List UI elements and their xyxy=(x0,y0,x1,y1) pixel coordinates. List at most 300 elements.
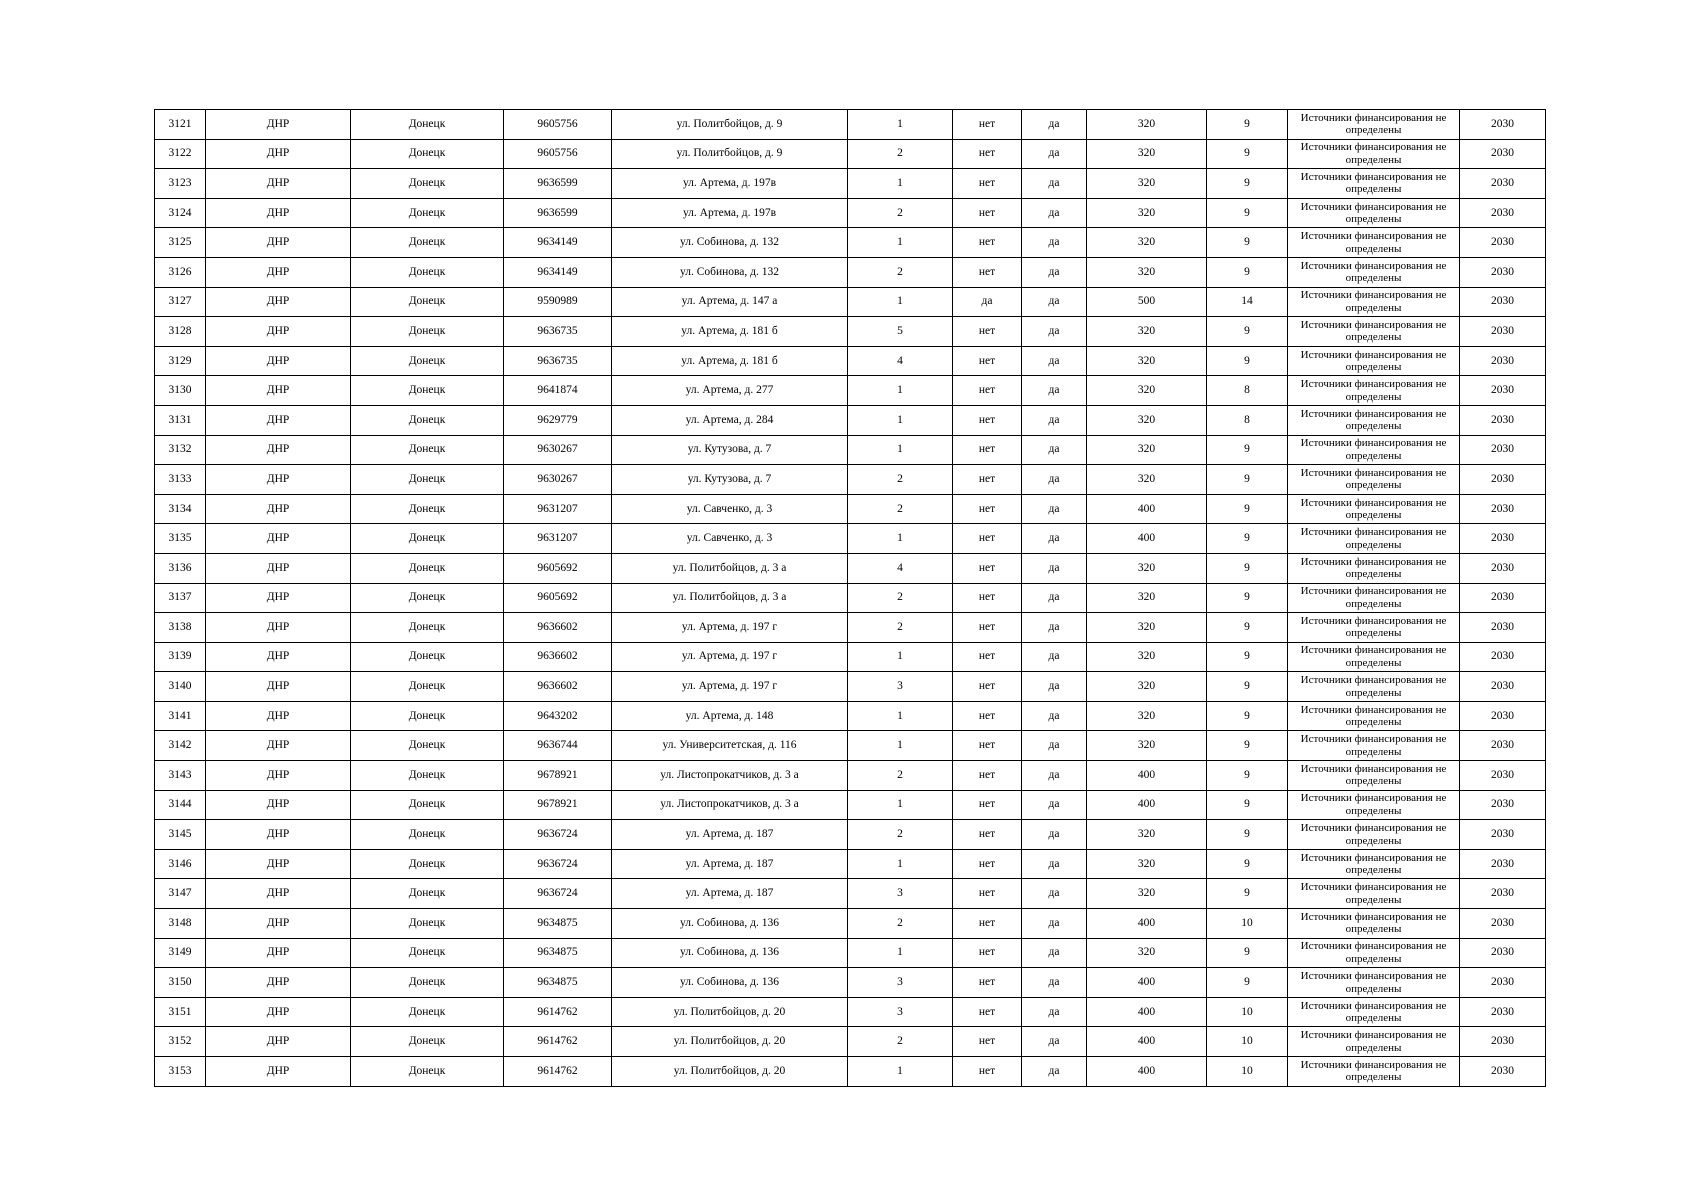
building-id-cell: 9678921 xyxy=(504,761,612,791)
flag-a-cell: нет xyxy=(953,110,1022,140)
value-cell: 400 xyxy=(1087,790,1207,820)
table-row xyxy=(155,938,1546,968)
table-row xyxy=(155,317,1546,347)
city-cell: Донецк xyxy=(351,997,504,1027)
row-number-cell: 3138 xyxy=(155,613,206,643)
floors-cell: 9 xyxy=(1207,494,1288,524)
table-row xyxy=(155,405,1546,435)
flag-a-cell: нет xyxy=(953,613,1022,643)
year-cell: 2030 xyxy=(1460,494,1546,524)
floors-cell: 9 xyxy=(1207,465,1288,495)
table-row xyxy=(155,524,1546,554)
building-id-cell: 9636599 xyxy=(504,198,612,228)
address-cell: ул. Собинова, д. 132 xyxy=(612,257,848,287)
flag-a-cell: нет xyxy=(953,494,1022,524)
value-cell: 320 xyxy=(1087,879,1207,909)
funding-cell: Источники финансирования не определены xyxy=(1288,731,1460,761)
value-cell: 320 xyxy=(1087,257,1207,287)
address-cell: ул. Артема, д. 197в xyxy=(612,169,848,199)
table-row xyxy=(155,257,1546,287)
funding-cell: Источники финансирования не определены xyxy=(1288,790,1460,820)
flag-a-cell: нет xyxy=(953,672,1022,702)
value-cell: 400 xyxy=(1087,997,1207,1027)
region-cell: ДНР xyxy=(206,613,351,643)
building-id-cell: 9634875 xyxy=(504,909,612,939)
region-cell: ДНР xyxy=(206,465,351,495)
flag-a-cell: нет xyxy=(953,317,1022,347)
table-row xyxy=(155,849,1546,879)
entrance-cell: 2 xyxy=(848,139,953,169)
value-cell: 320 xyxy=(1087,465,1207,495)
table-row xyxy=(155,435,1546,465)
flag-b-cell: да xyxy=(1022,909,1087,939)
floors-cell: 14 xyxy=(1207,287,1288,317)
city-cell: Донецк xyxy=(351,198,504,228)
year-cell: 2030 xyxy=(1460,169,1546,199)
region-cell: ДНР xyxy=(206,494,351,524)
row-number-cell: 3143 xyxy=(155,761,206,791)
row-number-cell: 3152 xyxy=(155,1027,206,1057)
address-cell: ул. Артема, д. 181 б xyxy=(612,317,848,347)
entrance-cell: 1 xyxy=(848,405,953,435)
address-cell: ул. Собинова, д. 136 xyxy=(612,938,848,968)
flag-b-cell: да xyxy=(1022,376,1087,406)
funding-cell: Источники финансирования не определены xyxy=(1288,1027,1460,1057)
value-cell: 320 xyxy=(1087,169,1207,199)
entrance-cell: 1 xyxy=(848,228,953,258)
row-number-cell: 3126 xyxy=(155,257,206,287)
address-cell: ул. Савченко, д. 3 xyxy=(612,494,848,524)
table-body xyxy=(155,110,1546,1087)
city-cell: Донецк xyxy=(351,613,504,643)
city-cell: Донецк xyxy=(351,139,504,169)
building-id-cell: 9605756 xyxy=(504,139,612,169)
flag-b-cell: да xyxy=(1022,257,1087,287)
row-number-cell: 3153 xyxy=(155,1057,206,1087)
value-cell: 320 xyxy=(1087,642,1207,672)
table-row xyxy=(155,1027,1546,1057)
year-cell: 2030 xyxy=(1460,642,1546,672)
floors-cell: 9 xyxy=(1207,642,1288,672)
city-cell: Донецк xyxy=(351,672,504,702)
funding-cell: Источники финансирования не определены xyxy=(1288,553,1460,583)
table-row xyxy=(155,672,1546,702)
value-cell: 320 xyxy=(1087,672,1207,702)
floors-cell: 9 xyxy=(1207,790,1288,820)
building-id-cell: 9614762 xyxy=(504,1057,612,1087)
flag-a-cell: нет xyxy=(953,642,1022,672)
city-cell: Донецк xyxy=(351,169,504,199)
table-row xyxy=(155,465,1546,495)
region-cell: ДНР xyxy=(206,938,351,968)
building-id-cell: 9678921 xyxy=(504,790,612,820)
region-cell: ДНР xyxy=(206,317,351,347)
building-id-cell: 9631207 xyxy=(504,524,612,554)
building-id-cell: 9636602 xyxy=(504,642,612,672)
region-cell: ДНР xyxy=(206,909,351,939)
entrance-cell: 1 xyxy=(848,169,953,199)
value-cell: 400 xyxy=(1087,968,1207,998)
row-number-cell: 3133 xyxy=(155,465,206,495)
city-cell: Донецк xyxy=(351,761,504,791)
floors-cell: 9 xyxy=(1207,879,1288,909)
flag-b-cell: да xyxy=(1022,820,1087,850)
flag-a-cell: да xyxy=(953,287,1022,317)
address-cell: ул. Артема, д. 197 г xyxy=(612,642,848,672)
table-row xyxy=(155,139,1546,169)
table-row xyxy=(155,376,1546,406)
row-number-cell: 3134 xyxy=(155,494,206,524)
row-number-cell: 3139 xyxy=(155,642,206,672)
year-cell: 2030 xyxy=(1460,405,1546,435)
address-cell: ул. Политбойцов, д. 3 а xyxy=(612,583,848,613)
address-cell: ул. Политбойцов, д. 20 xyxy=(612,1057,848,1087)
region-cell: ДНР xyxy=(206,642,351,672)
city-cell: Донецк xyxy=(351,376,504,406)
flag-a-cell: нет xyxy=(953,701,1022,731)
floors-cell: 10 xyxy=(1207,997,1288,1027)
funding-cell: Источники финансирования не определены xyxy=(1288,287,1460,317)
flag-b-cell: да xyxy=(1022,849,1087,879)
flag-a-cell: нет xyxy=(953,169,1022,199)
entrance-cell: 2 xyxy=(848,198,953,228)
region-cell: ДНР xyxy=(206,228,351,258)
value-cell: 320 xyxy=(1087,228,1207,258)
year-cell: 2030 xyxy=(1460,613,1546,643)
flag-a-cell: нет xyxy=(953,849,1022,879)
city-cell: Донецк xyxy=(351,790,504,820)
flag-a-cell: нет xyxy=(953,1057,1022,1087)
entrance-cell: 2 xyxy=(848,761,953,791)
row-number-cell: 3125 xyxy=(155,228,206,258)
year-cell: 2030 xyxy=(1460,524,1546,554)
row-number-cell: 3122 xyxy=(155,139,206,169)
address-cell: ул. Собинова, д. 136 xyxy=(612,909,848,939)
flag-b-cell: да xyxy=(1022,613,1087,643)
table-row xyxy=(155,198,1546,228)
row-number-cell: 3150 xyxy=(155,968,206,998)
row-number-cell: 3141 xyxy=(155,701,206,731)
funding-cell: Источники финансирования не определены xyxy=(1288,613,1460,643)
building-id-cell: 9634875 xyxy=(504,968,612,998)
address-cell: ул. Политбойцов, д. 20 xyxy=(612,1027,848,1057)
row-number-cell: 3121 xyxy=(155,110,206,140)
entrance-cell: 3 xyxy=(848,968,953,998)
region-cell: ДНР xyxy=(206,257,351,287)
flag-a-cell: нет xyxy=(953,405,1022,435)
value-cell: 320 xyxy=(1087,346,1207,376)
floors-cell: 9 xyxy=(1207,553,1288,583)
floors-cell: 9 xyxy=(1207,228,1288,258)
flag-b-cell: да xyxy=(1022,110,1087,140)
address-cell: ул. Артема, д. 148 xyxy=(612,701,848,731)
flag-b-cell: да xyxy=(1022,642,1087,672)
year-cell: 2030 xyxy=(1460,761,1546,791)
city-cell: Донецк xyxy=(351,465,504,495)
entrance-cell: 1 xyxy=(848,731,953,761)
funding-cell: Источники финансирования не определены xyxy=(1288,879,1460,909)
entrance-cell: 1 xyxy=(848,376,953,406)
address-cell: ул. Политбойцов, д. 3 а xyxy=(612,553,848,583)
city-cell: Донецк xyxy=(351,524,504,554)
entrance-cell: 3 xyxy=(848,672,953,702)
year-cell: 2030 xyxy=(1460,1027,1546,1057)
floors-cell: 9 xyxy=(1207,317,1288,347)
region-cell: ДНР xyxy=(206,524,351,554)
flag-b-cell: да xyxy=(1022,997,1087,1027)
flag-b-cell: да xyxy=(1022,405,1087,435)
row-number-cell: 3128 xyxy=(155,317,206,347)
city-cell: Донецк xyxy=(351,494,504,524)
value-cell: 400 xyxy=(1087,494,1207,524)
funding-cell: Источники финансирования не определены xyxy=(1288,761,1460,791)
flag-b-cell: да xyxy=(1022,672,1087,702)
flag-b-cell: да xyxy=(1022,139,1087,169)
building-id-cell: 9605692 xyxy=(504,583,612,613)
building-id-cell: 9636735 xyxy=(504,346,612,376)
flag-a-cell: нет xyxy=(953,938,1022,968)
value-cell: 320 xyxy=(1087,139,1207,169)
funding-cell: Источники финансирования не определены xyxy=(1288,642,1460,672)
row-number-cell: 3147 xyxy=(155,879,206,909)
year-cell: 2030 xyxy=(1460,909,1546,939)
flag-a-cell: нет xyxy=(953,968,1022,998)
city-cell: Донецк xyxy=(351,909,504,939)
floors-cell: 9 xyxy=(1207,968,1288,998)
table-row xyxy=(155,287,1546,317)
building-id-cell: 9605756 xyxy=(504,110,612,140)
region-cell: ДНР xyxy=(206,1027,351,1057)
funding-cell: Источники финансирования не определены xyxy=(1288,583,1460,613)
entrance-cell: 4 xyxy=(848,553,953,583)
value-cell: 500 xyxy=(1087,287,1207,317)
funding-cell: Источники финансирования не определены xyxy=(1288,524,1460,554)
entrance-cell: 2 xyxy=(848,465,953,495)
year-cell: 2030 xyxy=(1460,879,1546,909)
entrance-cell: 2 xyxy=(848,613,953,643)
funding-cell: Источники финансирования не определены xyxy=(1288,405,1460,435)
flag-a-cell: нет xyxy=(953,553,1022,583)
flag-a-cell: нет xyxy=(953,139,1022,169)
year-cell: 2030 xyxy=(1460,139,1546,169)
entrance-cell: 2 xyxy=(848,494,953,524)
flag-b-cell: да xyxy=(1022,553,1087,583)
address-cell: ул. Политбойцов, д. 9 xyxy=(612,110,848,140)
value-cell: 320 xyxy=(1087,701,1207,731)
entrance-cell: 2 xyxy=(848,257,953,287)
building-id-cell: 9636724 xyxy=(504,879,612,909)
year-cell: 2030 xyxy=(1460,198,1546,228)
row-number-cell: 3129 xyxy=(155,346,206,376)
entrance-cell: 2 xyxy=(848,1027,953,1057)
city-cell: Донецк xyxy=(351,701,504,731)
flag-a-cell: нет xyxy=(953,879,1022,909)
flag-b-cell: да xyxy=(1022,1027,1087,1057)
region-cell: ДНР xyxy=(206,346,351,376)
funding-cell: Источники финансирования не определены xyxy=(1288,494,1460,524)
flag-a-cell: нет xyxy=(953,257,1022,287)
year-cell: 2030 xyxy=(1460,938,1546,968)
flag-a-cell: нет xyxy=(953,731,1022,761)
entrance-cell: 1 xyxy=(848,287,953,317)
flag-a-cell: нет xyxy=(953,465,1022,495)
table-row xyxy=(155,909,1546,939)
building-id-cell: 9636744 xyxy=(504,731,612,761)
region-cell: ДНР xyxy=(206,139,351,169)
year-cell: 2030 xyxy=(1460,672,1546,702)
city-cell: Донецк xyxy=(351,879,504,909)
value-cell: 400 xyxy=(1087,524,1207,554)
funding-cell: Источники финансирования не определены xyxy=(1288,139,1460,169)
flag-a-cell: нет xyxy=(953,198,1022,228)
address-cell: ул. Политбойцов, д. 20 xyxy=(612,997,848,1027)
region-cell: ДНР xyxy=(206,198,351,228)
region-cell: ДНР xyxy=(206,820,351,850)
city-cell: Донецк xyxy=(351,435,504,465)
city-cell: Донецк xyxy=(351,968,504,998)
value-cell: 320 xyxy=(1087,731,1207,761)
table-row xyxy=(155,169,1546,199)
city-cell: Донецк xyxy=(351,820,504,850)
table-row xyxy=(155,494,1546,524)
flag-b-cell: да xyxy=(1022,938,1087,968)
flag-a-cell: нет xyxy=(953,790,1022,820)
table-row xyxy=(155,761,1546,791)
entrance-cell: 1 xyxy=(848,849,953,879)
flag-a-cell: нет xyxy=(953,761,1022,791)
table-row xyxy=(155,968,1546,998)
region-cell: ДНР xyxy=(206,761,351,791)
flag-b-cell: да xyxy=(1022,228,1087,258)
year-cell: 2030 xyxy=(1460,790,1546,820)
funding-cell: Источники финансирования не определены xyxy=(1288,317,1460,347)
row-number-cell: 3123 xyxy=(155,169,206,199)
funding-cell: Источники финансирования не определены xyxy=(1288,435,1460,465)
funding-cell: Источники финансирования не определены xyxy=(1288,849,1460,879)
year-cell: 2030 xyxy=(1460,435,1546,465)
address-cell: ул. Артема, д. 197в xyxy=(612,198,848,228)
year-cell: 2030 xyxy=(1460,820,1546,850)
flag-b-cell: да xyxy=(1022,346,1087,376)
flag-b-cell: да xyxy=(1022,731,1087,761)
building-id-cell: 9636724 xyxy=(504,820,612,850)
funding-cell: Источники финансирования не определены xyxy=(1288,257,1460,287)
row-number-cell: 3144 xyxy=(155,790,206,820)
address-cell: ул. Кутузова, д. 7 xyxy=(612,435,848,465)
floors-cell: 10 xyxy=(1207,1027,1288,1057)
floors-cell: 9 xyxy=(1207,613,1288,643)
address-cell: ул. Савченко, д. 3 xyxy=(612,524,848,554)
city-cell: Донецк xyxy=(351,553,504,583)
year-cell: 2030 xyxy=(1460,376,1546,406)
flag-a-cell: нет xyxy=(953,997,1022,1027)
flag-b-cell: да xyxy=(1022,198,1087,228)
year-cell: 2030 xyxy=(1460,583,1546,613)
table-row xyxy=(155,613,1546,643)
year-cell: 2030 xyxy=(1460,701,1546,731)
entrance-cell: 1 xyxy=(848,110,953,140)
value-cell: 320 xyxy=(1087,317,1207,347)
building-id-cell: 9634149 xyxy=(504,257,612,287)
floors-cell: 9 xyxy=(1207,110,1288,140)
flag-b-cell: да xyxy=(1022,1057,1087,1087)
flag-b-cell: да xyxy=(1022,435,1087,465)
row-number-cell: 3146 xyxy=(155,849,206,879)
address-cell: ул. Артема, д. 147 а xyxy=(612,287,848,317)
table-row xyxy=(155,553,1546,583)
floors-cell: 9 xyxy=(1207,820,1288,850)
entrance-cell: 2 xyxy=(848,909,953,939)
flag-b-cell: да xyxy=(1022,169,1087,199)
year-cell: 2030 xyxy=(1460,731,1546,761)
building-id-cell: 9605692 xyxy=(504,553,612,583)
row-number-cell: 3131 xyxy=(155,405,206,435)
year-cell: 2030 xyxy=(1460,465,1546,495)
row-number-cell: 3145 xyxy=(155,820,206,850)
region-cell: ДНР xyxy=(206,435,351,465)
flag-b-cell: да xyxy=(1022,968,1087,998)
entrance-cell: 1 xyxy=(848,1057,953,1087)
entrance-cell: 1 xyxy=(848,642,953,672)
value-cell: 320 xyxy=(1087,405,1207,435)
entrance-cell: 1 xyxy=(848,701,953,731)
funding-cell: Источники финансирования не определены xyxy=(1288,376,1460,406)
flag-b-cell: да xyxy=(1022,761,1087,791)
flag-b-cell: да xyxy=(1022,583,1087,613)
address-cell: ул. Листопрокатчиков, д. 3 а xyxy=(612,790,848,820)
building-id-cell: 9629779 xyxy=(504,405,612,435)
address-cell: ул. Кутузова, д. 7 xyxy=(612,465,848,495)
value-cell: 320 xyxy=(1087,553,1207,583)
row-number-cell: 3135 xyxy=(155,524,206,554)
address-cell: ул. Артема, д. 197 г xyxy=(612,672,848,702)
value-cell: 400 xyxy=(1087,1027,1207,1057)
funding-cell: Источники финансирования не определены xyxy=(1288,672,1460,702)
value-cell: 400 xyxy=(1087,909,1207,939)
row-number-cell: 3140 xyxy=(155,672,206,702)
floors-cell: 9 xyxy=(1207,524,1288,554)
funding-cell: Источники финансирования не определены xyxy=(1288,228,1460,258)
region-cell: ДНР xyxy=(206,790,351,820)
floors-cell: 10 xyxy=(1207,1057,1288,1087)
region-cell: ДНР xyxy=(206,553,351,583)
entrance-cell: 4 xyxy=(848,346,953,376)
entrance-cell: 3 xyxy=(848,997,953,1027)
region-cell: ДНР xyxy=(206,287,351,317)
row-number-cell: 3137 xyxy=(155,583,206,613)
value-cell: 320 xyxy=(1087,938,1207,968)
floors-cell: 9 xyxy=(1207,198,1288,228)
funding-cell: Источники финансирования не определены xyxy=(1288,169,1460,199)
year-cell: 2030 xyxy=(1460,997,1546,1027)
city-cell: Донецк xyxy=(351,346,504,376)
building-id-cell: 9614762 xyxy=(504,997,612,1027)
floors-cell: 9 xyxy=(1207,583,1288,613)
funding-cell: Источники финансирования не определены xyxy=(1288,110,1460,140)
region-cell: ДНР xyxy=(206,701,351,731)
address-cell: ул. Артема, д. 284 xyxy=(612,405,848,435)
floors-cell: 9 xyxy=(1207,346,1288,376)
entrance-cell: 1 xyxy=(848,790,953,820)
city-cell: Донецк xyxy=(351,287,504,317)
housing-table xyxy=(154,109,1546,1087)
floors-cell: 10 xyxy=(1207,909,1288,939)
row-number-cell: 3149 xyxy=(155,938,206,968)
table-row xyxy=(155,346,1546,376)
value-cell: 320 xyxy=(1087,435,1207,465)
table-row xyxy=(155,879,1546,909)
value-cell: 320 xyxy=(1087,820,1207,850)
